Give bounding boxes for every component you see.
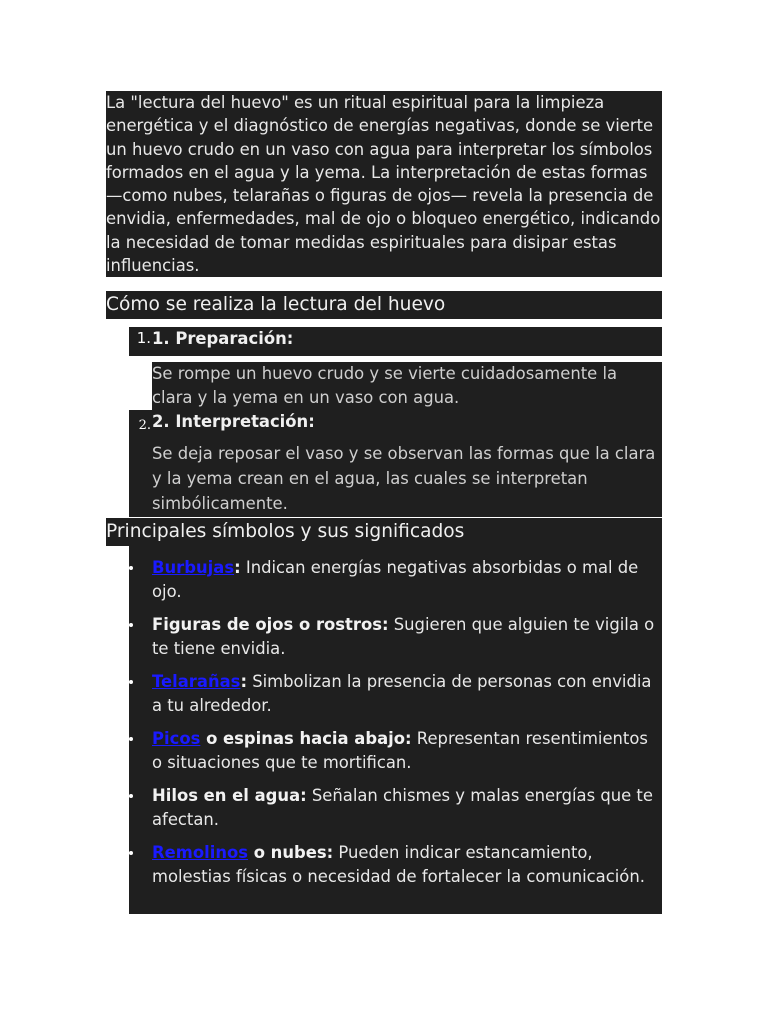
step-title: 2. Interpretación: xyxy=(152,412,315,431)
symbol-meaning: Sugieren que alguien te vigila o te tiene envidia. xyxy=(152,615,655,658)
section-heading-symbols: Principales símbolos y sus significados xyxy=(106,518,662,546)
bullet-icon xyxy=(129,851,133,855)
symbol-name: : xyxy=(234,558,241,577)
list-item-text xyxy=(152,556,657,604)
list-item-text xyxy=(152,841,657,889)
bullet-icon xyxy=(129,623,133,627)
symbol-meaning: Señalan chismes y malas energías que te afectan. xyxy=(152,786,653,829)
step-number: 2. xyxy=(138,418,151,433)
intro-paragraph xyxy=(106,91,662,277)
symbol-link[interactable]: Burbujas xyxy=(152,558,235,577)
bullet-icon xyxy=(129,566,133,570)
symbol-meaning: Simbolizan la presencia de personas con envidia a tu alrededor. xyxy=(152,672,652,715)
step-description: Se rompe un huevo crudo y se vierte cuidadosamente la clara y la yema en un vaso con agua. xyxy=(152,362,662,410)
symbol-name: o nubes: xyxy=(248,843,334,862)
symbol-link[interactable]: Telarañas xyxy=(152,672,241,691)
symbol-name: Hilos en el agua: xyxy=(152,786,307,805)
list-item-text xyxy=(152,727,657,775)
step-description: Se deja reposar el vaso y se observan las formas que la clara y la yema crean en el agua, las cuales se interpretan simbólicamente. xyxy=(152,442,662,517)
symbol-link[interactable]: Picos xyxy=(152,729,201,748)
bullet-icon xyxy=(129,680,133,684)
list-item-text xyxy=(152,784,657,832)
symbol-name: Figuras de ojos o rostros: xyxy=(152,615,389,634)
step-item xyxy=(129,327,662,356)
symbol-name: o espinas hacia abajo: xyxy=(200,729,412,748)
list-item-text xyxy=(152,613,657,661)
bullet-icon xyxy=(129,737,133,741)
symbol-meaning: Pueden indicar estancamiento, molestias físicas o necesidad de fortalecer la comunicación. xyxy=(152,843,645,886)
section-heading-how-to: Cómo se realiza la lectura del huevo xyxy=(106,291,662,319)
symbol-name: : xyxy=(240,672,247,691)
symbol-meaning: Representan resentimientos o situaciones que te mortifican. xyxy=(152,729,648,772)
symbol-link[interactable]: Remolinos xyxy=(152,843,248,862)
step-number: 1. xyxy=(136,329,151,347)
bullet-icon xyxy=(129,794,133,798)
symbol-meaning: Indican energías negativas absorbidas o mal de ojo. xyxy=(152,558,639,601)
intro-text: La "lectura del huevo" es un ritual espiritual para la limpieza energética y el diagnóstico de energías negativas, donde se vierte un huevo crudo en un vaso con agua para interpretar los símbolos formados en el agua y la yema. La interpretación de estas formas —como nubes, telarañas o figuras de ojos— revela la presencia de envidia, enfermedades, mal de ojo o bloqueo energético, indicando la necesidad de tomar medidas espirituales para disipar estas influencias. xyxy=(106,93,661,276)
step-title: 1. Preparación: xyxy=(152,329,294,348)
list-item-text xyxy=(152,670,657,718)
symbols-list xyxy=(129,546,662,914)
